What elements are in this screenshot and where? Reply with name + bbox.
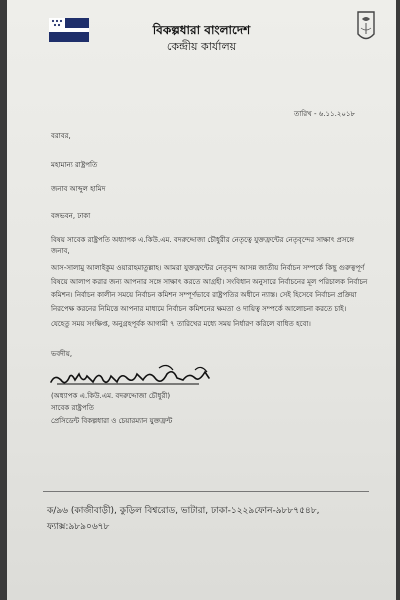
recipient-title: মহামান্য রাষ্ট্রপতি	[51, 161, 98, 169]
letter-page	[7, 0, 396, 600]
letter-date: তারিখ - ৬.১১.২০১৮	[294, 110, 355, 118]
body-paragraph-1: আস-সালামু আলাইকুম ওয়ারাহমাতুল্লাহ। আমরা যুক্তফ্রন্টের নেতৃবৃন্দ আসন্ন জাতীয় নির্বাচন সম্পর্কে কিছু গুরুত্বপূর্ণ বিষয়ে আলাপ করার জন্য আপনার সঙ্গে সাক্ষাৎ করতে আগ্রহী। সংবিধান অনুসারে নির্বাচনের মূল পরিচালক নির্বাচন কমিশন। নির্বাচন কালীন সময়ে নির্বাচন কমিশন সম্পূর্ণভাবে রাষ্ট্রপতির অধীনে ন্যাস্ত। সেই হিসেবে নির্বাচন প্রক্রিয়া নিরপেক্ষ করনের নিমিত্তে আপনার মাধ্যমে নির্বাচন কমিশনের ক্ষমতা ও দায়িত্ব সম্পর্কে আলোচনা করতে চাই।	[51, 264, 368, 313]
signatory-title-2: প্রেসিডেন্ট বিকল্পধারা ও চেয়ারম্যান যুক্তফ্রন্ট	[51, 417, 173, 425]
recipient-address: বঙ্গভবন, ঢাকা	[51, 212, 91, 220]
office-name: কেন্দ্রীয় কার্যালয়	[166, 40, 237, 53]
handwritten-signature	[49, 360, 229, 394]
footer-fax: ফ্যাক্স:৯৮৯০৬৭৮	[47, 522, 110, 532]
body-paragraph-2: যেহেতু সময় সংক্ষিপ্ত, অনুগ্রহপূর্বক আগামী ৭ তারিখের মধ্যে সময় নির্ধারণ করিলে বাধিত হবো।	[51, 320, 311, 328]
closing: ভবদীয়,	[51, 350, 73, 358]
signatory-title-1: সাবেক রাষ্ট্রপতি	[51, 404, 94, 412]
signatory-name: (অধ্যাপক এ.কিউ.এম. বদরুদ্দোজা চৌধুরী)	[51, 392, 171, 400]
greeting: জনাব,	[51, 247, 70, 255]
salutation-to: বরাবর,	[51, 132, 71, 140]
party-emblem-icon	[355, 10, 377, 44]
recipient-name: জনাব আব্দুল হামিদ	[51, 185, 106, 193]
footer-address: ক/৯৬ (কাজীবাড়ী), কুড়িল বিশ্বরোড, ভাটারা, ঢাকা-১২২৯ফোন-৯৮৮৭৫৪৮,	[47, 506, 320, 516]
letter-subject: বিষয় সাবেক রাষ্ট্রপতি অধ্যাপক এ.কিউ.এম. বদরুদ্দোজা চৌধুরীর নেতৃত্বে যুক্তফ্রন্টের নেতৃবৃন্দের সাক্ষাৎ প্রসঙ্গে	[51, 236, 354, 244]
org-name: বিকল্পধারা বাংলাদেশ	[152, 23, 251, 37]
footer-divider	[43, 491, 369, 492]
